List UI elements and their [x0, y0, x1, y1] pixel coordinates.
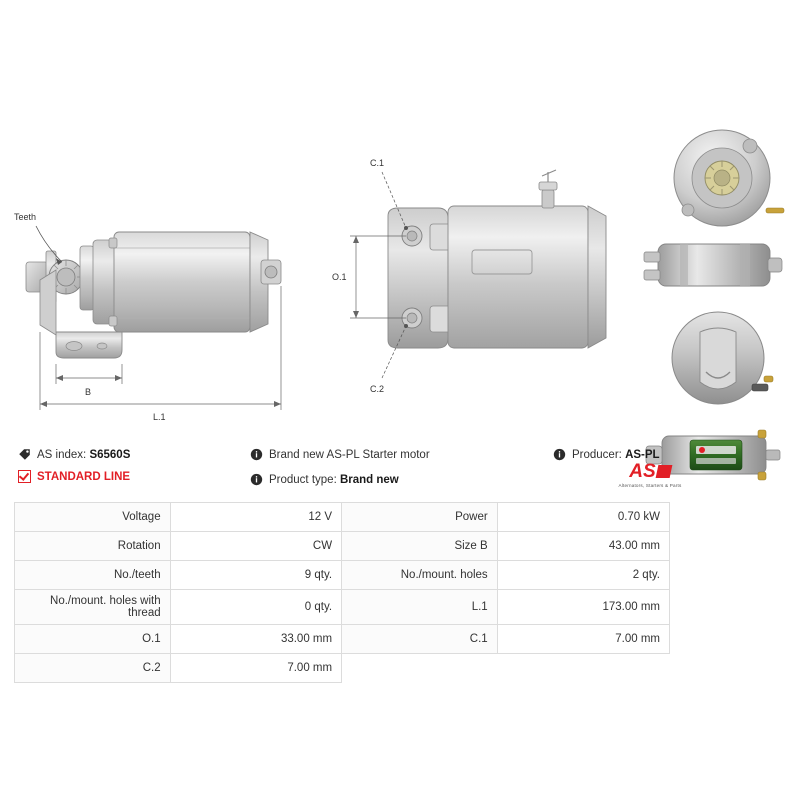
- product-type-value: Brand new: [339, 473, 399, 486]
- info-icon: [250, 448, 263, 461]
- specifications-table: [14, 502, 670, 683]
- motor-body-front: [448, 170, 606, 348]
- as-index-row: [18, 448, 130, 461]
- callout-c1-label: C.1: [370, 158, 385, 168]
- dimension-o1-label: O.1: [332, 272, 347, 282]
- spec-key: Size B: [342, 532, 498, 561]
- spec-key: Rotation: [15, 532, 171, 561]
- aspl-logo-mark: [595, 462, 705, 482]
- spec-value: 33.00 mm: [170, 625, 341, 654]
- spec-empty-cell: [342, 654, 498, 683]
- producer-row: [553, 448, 660, 461]
- description-row: [250, 448, 430, 461]
- spec-value: 0 qty.: [170, 590, 341, 625]
- spec-value: 0.70 kW: [497, 503, 669, 532]
- spec-value: 173.00 mm: [497, 590, 669, 625]
- bracket-plate: [388, 208, 452, 348]
- table-row: [15, 590, 670, 625]
- front-view-svg: [320, 120, 620, 430]
- spec-key: Power: [342, 503, 498, 532]
- spec-value: 2 qty.: [497, 561, 669, 590]
- spec-key: C.1: [342, 625, 498, 654]
- description-text: Brand new AS-PL Starter motor: [269, 448, 430, 461]
- check-icon: [18, 470, 31, 483]
- spec-key: C.2: [15, 654, 171, 683]
- spec-key: O.1: [15, 625, 171, 654]
- dimension-l1-label: L.1: [153, 412, 166, 422]
- spec-key: No./teeth: [15, 561, 171, 590]
- side-view-svg: [10, 120, 310, 430]
- standard-line-label: STANDARD LINE: [37, 470, 131, 483]
- spec-value: 7.00 mm: [170, 654, 341, 683]
- product-info-block: [0, 440, 800, 500]
- photo-drive-end: [674, 130, 784, 226]
- spec-key: L.1: [342, 590, 498, 625]
- table-row: [15, 561, 670, 590]
- spec-value: 9 qty.: [170, 561, 341, 590]
- table-row: [15, 654, 670, 683]
- aspl-logo: [595, 462, 705, 488]
- drawing-side-view: [10, 120, 310, 430]
- aspl-logo-subtitle: Alternators, Starters & Parts: [618, 483, 682, 488]
- product-type-row: [250, 473, 399, 486]
- spec-key: No./mount. holes: [342, 561, 498, 590]
- dimension-b-label: B: [85, 387, 92, 397]
- table-row: [15, 532, 670, 561]
- motor-body-group: [109, 232, 281, 332]
- as-index-value: S6560S: [89, 448, 131, 461]
- producer-label: Producer:: [572, 448, 622, 461]
- photo-solenoid-side: [644, 244, 782, 286]
- spec-empty-cell: [497, 654, 669, 683]
- drawing-front-view: [320, 120, 620, 430]
- spec-key: No./mount. holes with thread: [15, 590, 171, 625]
- aspl-logo-text: AS: [629, 461, 656, 482]
- info-icon: [553, 448, 566, 461]
- dimension-b: [56, 364, 122, 384]
- photo-end-bell: [672, 312, 773, 404]
- spec-key: Voltage: [15, 503, 171, 532]
- drive-end-group: [26, 240, 115, 324]
- tag-icon: [18, 448, 31, 461]
- aspl-logo-bar: [655, 465, 672, 478]
- as-index-label: AS index:: [37, 448, 87, 461]
- table-row: [15, 625, 670, 654]
- product-type-label: Product type:: [269, 473, 337, 486]
- standard-line-badge: [18, 470, 130, 483]
- spec-value: 43.00 mm: [497, 532, 669, 561]
- spec-value: 12 V: [170, 503, 341, 532]
- callout-c2-label: C.2: [370, 384, 385, 394]
- spec-value: 7.00 mm: [497, 625, 669, 654]
- teeth-label: Teeth: [14, 212, 37, 222]
- spec-value: CW: [170, 532, 341, 561]
- info-icon: [250, 473, 263, 486]
- producer-value: AS-PL: [625, 448, 660, 461]
- table-row: [15, 503, 670, 532]
